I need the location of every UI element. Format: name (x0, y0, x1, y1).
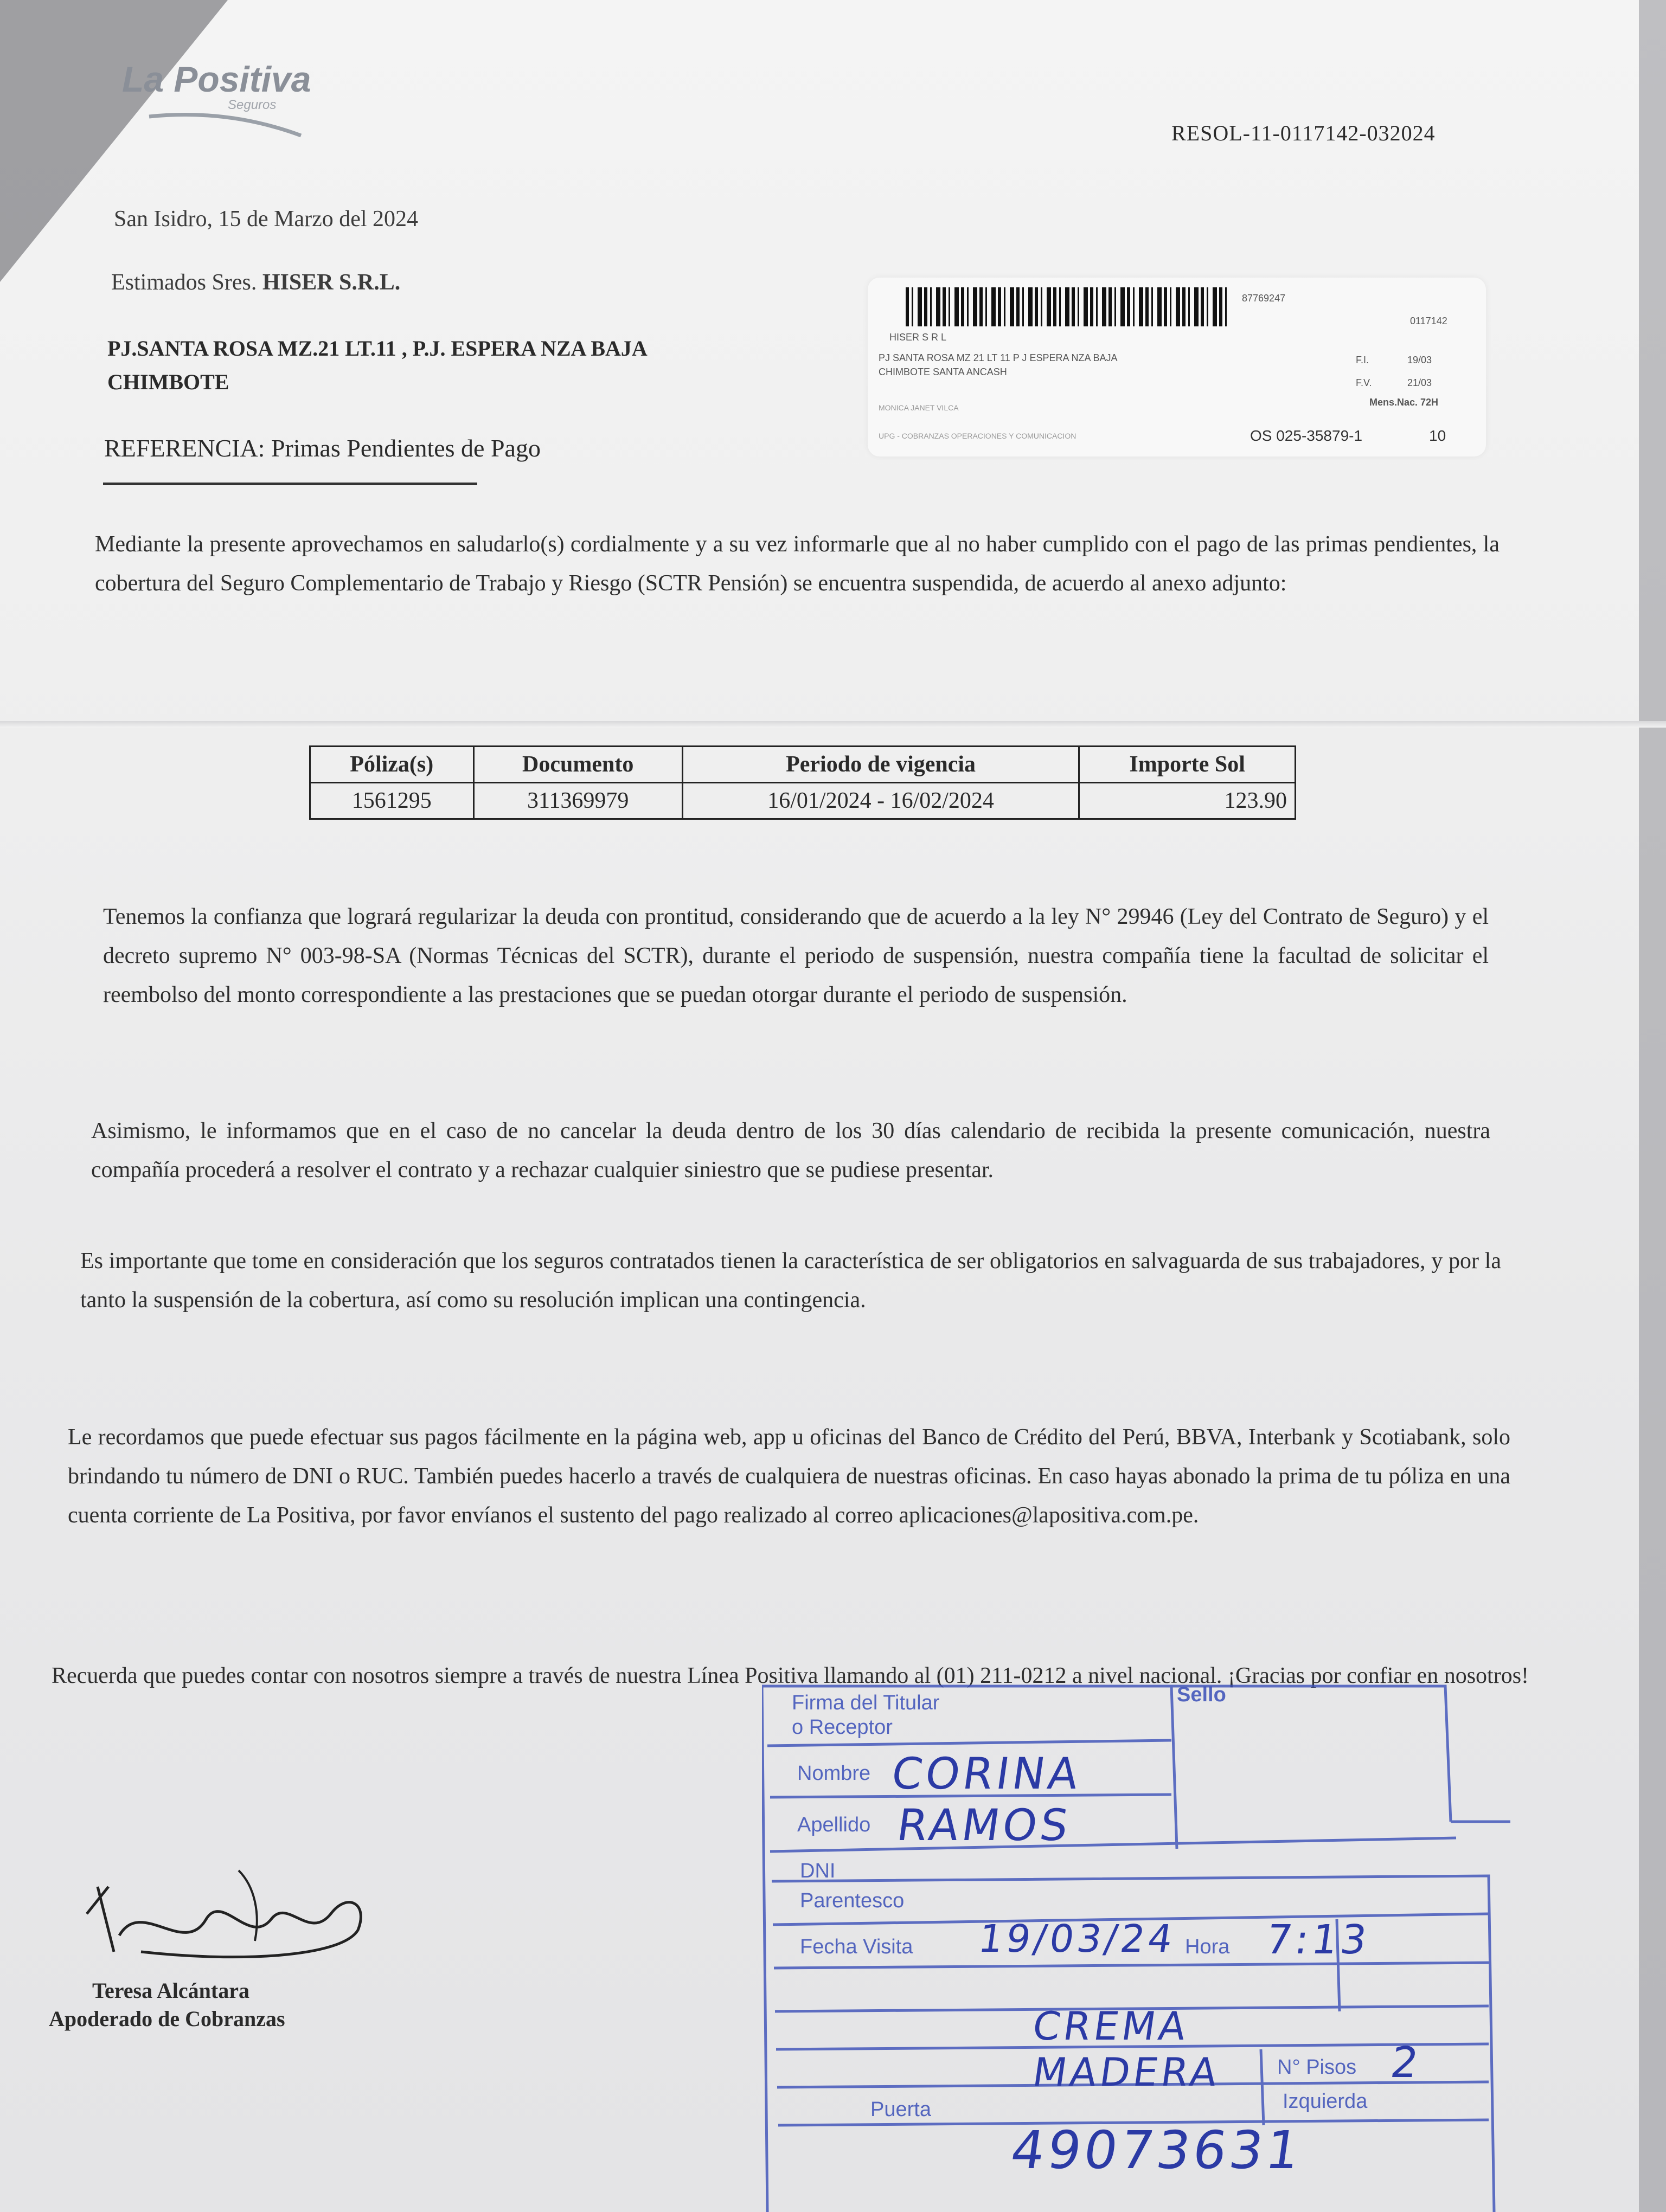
stamp-label-sello: Sello (1177, 1683, 1226, 1706)
stamp-label-parentesco: Parentesco (800, 1889, 905, 1912)
stamp-label-apellido: Apellido (797, 1814, 871, 1836)
label-count: 10 (1429, 427, 1446, 444)
handwritten-dni: 49073631 (1007, 2120, 1307, 2181)
column-header: Documento (473, 747, 682, 783)
table-cell: 16/01/2024 - 16/02/2024 (682, 783, 1079, 819)
column-header: Póliza(s) (310, 747, 474, 783)
stamp-label-dni: DNI (800, 1860, 836, 1882)
resolution-code: RESOL-11-0117142-032024 (1171, 121, 1436, 145)
label-service: Mens.Nac. 72H (1369, 397, 1439, 408)
reference-line: REFERENCIA: Primas Pendientes de Pago (104, 434, 541, 462)
table-cell: 311369979 (473, 783, 682, 819)
column-header: Periodo de vigencia (682, 747, 1079, 783)
signer-role: Apoderado de Cobranzas (49, 2007, 285, 2031)
stamp-label-puerta: Puerta (870, 2098, 931, 2121)
paragraph-intro: Mediante la presente aprovechamos en saludarlo(s) cordialmente y a su vez informarle que al no haber cumplido con el pago de las primas pendientes, la cobertura del Seguro Complementario de Trabajo y Riesgo (SCTR Pensión) se encuentra suspendida, de acuerdo al anexo adjunto: (95, 532, 1500, 596)
recipient-address (107, 332, 812, 399)
logo-swoosh-icon (146, 106, 304, 138)
label-address: CHIMBOTE SANTA ANCASH (879, 366, 1007, 377)
paragraph-closing: Recuerda que puedes contar con nosotros siempre a través de nuestra Línea Positiva llamando al (01) 211-0212 a nivel nacional. ¡Gracias por confiar en nosotros! (52, 1663, 1529, 1688)
label-department: UPG - COBRANZAS OPERACIONES Y COMUNICACION (879, 432, 1077, 440)
table-header-row (310, 747, 1296, 783)
handwritten-fecha: 19/03/24 (976, 1917, 1179, 1961)
table-row (310, 783, 1296, 819)
recipient-name: HISER S.R.L. (262, 270, 401, 295)
paragraph-importance: Es importante que tome en consideración que los seguros contratados tienen la característica de ser obligatorios en salvaguarda de sus trabajadores, y por la tanto la suspensión de la cobertura, así como su resolución implican una contingencia. (80, 1249, 1501, 1313)
photo-shadow-corner (0, 0, 228, 282)
handwritten-signature-icon (76, 1854, 380, 1973)
label-fi-label: F.I. (1356, 355, 1369, 365)
stamp-label-izquierda: Izquierda (1283, 2090, 1368, 2113)
policy-table (309, 745, 1296, 820)
date-line: San Isidro, 15 de Marzo del 2024 (114, 207, 419, 232)
stamp-label-firma: Firma del Titular (792, 1692, 940, 1714)
paper-fold (0, 721, 1666, 728)
paragraph-payment: Le recordamos que puede efectuar sus pagos fácilmente en la página web, app u oficinas del Banco de Crédito del Perú, BBVA, Interbank y Scotiabank, solo brindando tu número de DNI o RUC. También puedes hacerlo a través de cualquiera de nuestras oficinas. En caso hayas abonado la prima de tu póliza en una cuenta corriente de La Positiva, por favor envíanos el sustento del pago realizado al correo aplicaciones@lapositiva.com.pe. (68, 1425, 1510, 1528)
column-header: Importe Sol (1079, 747, 1296, 783)
label-fv-value: 21/03 (1407, 377, 1432, 388)
label-fv-label: F.V. (1356, 377, 1372, 388)
brand-logo: La Positiva (122, 59, 311, 99)
address-line: PJ.SANTA ROSA MZ.21 LT.11 , P.J. ESPERA NZA BAJA (107, 336, 648, 361)
stamp-label-nombre: Nombre (797, 1762, 871, 1785)
paragraph-warning: Asimismo, le informamos que en el caso de no cancelar la deuda dentro de los 30 días calendario de recibida la presente comunicación, nuestra compañía procederá a resolver el contrato y a rechazar cualquier siniestro que se pudiese presentar. (91, 1118, 1490, 1183)
greeting-prefix: Estimados Sres. (111, 270, 257, 295)
handwritten-pisos: 2 (1387, 2039, 1425, 2087)
handwritten-apellido: RAMOS (894, 1800, 1075, 1850)
address-line: CHIMBOTE (107, 370, 229, 394)
handwritten-material: MADERA (1030, 2049, 1223, 2095)
mailing-label (868, 278, 1486, 456)
barcode-icon (906, 287, 1231, 326)
label-os-code: OS 025-35879-1 (1250, 427, 1363, 444)
greeting (111, 269, 400, 295)
table-cell: 1561295 (310, 783, 474, 819)
paragraph-legal: Tenemos la confianza que logrará regularizar la deuda con prontitud, considerando que de acuerdo a la ley N° 29946 (Ley del Contrato de Seguro) y el decreto supremo N° 003-98-SA (Normas Técnicas del SCTR), durante el periodo de suspensión, nuestra compañía tiene la facultad de solicitar el reembolso del monto correspondiente a las prestaciones que se puedan otorgar durante el periodo de suspensión. (103, 904, 1489, 1008)
stamp-label-fecha-visita: Fecha Visita (800, 1935, 913, 1958)
label-contact: MONICA JANET VILCA (879, 403, 959, 412)
label-code: 87769247 (1242, 293, 1286, 304)
handwritten-nombre: CORINA (888, 1748, 1085, 1799)
handwritten-hora: 7:13 (1263, 1917, 1373, 1963)
brand-logo-subtitle: Seguros (228, 98, 277, 112)
signer-name: Teresa Alcántara (92, 1978, 249, 2003)
receipt-stamp (762, 1670, 1510, 2212)
label-fi-value: 19/03 (1407, 355, 1432, 365)
reference-underline (103, 483, 477, 485)
label-id: 0117142 (1410, 316, 1447, 326)
table-cell: 123.90 (1079, 783, 1296, 819)
handwritten-color: CREMA (1030, 2003, 1193, 2049)
stamp-label-receptor: o Receptor (792, 1716, 893, 1739)
label-name: HISER S R L (889, 332, 947, 343)
stamp-label-pisos: N° Pisos (1277, 2056, 1357, 2079)
photo-background-edge (1639, 0, 1666, 2212)
stamp-label-hora: Hora (1185, 1935, 1230, 1958)
label-address: PJ SANTA ROSA MZ 21 LT 11 P J ESPERA NZA BAJA (879, 352, 1118, 363)
